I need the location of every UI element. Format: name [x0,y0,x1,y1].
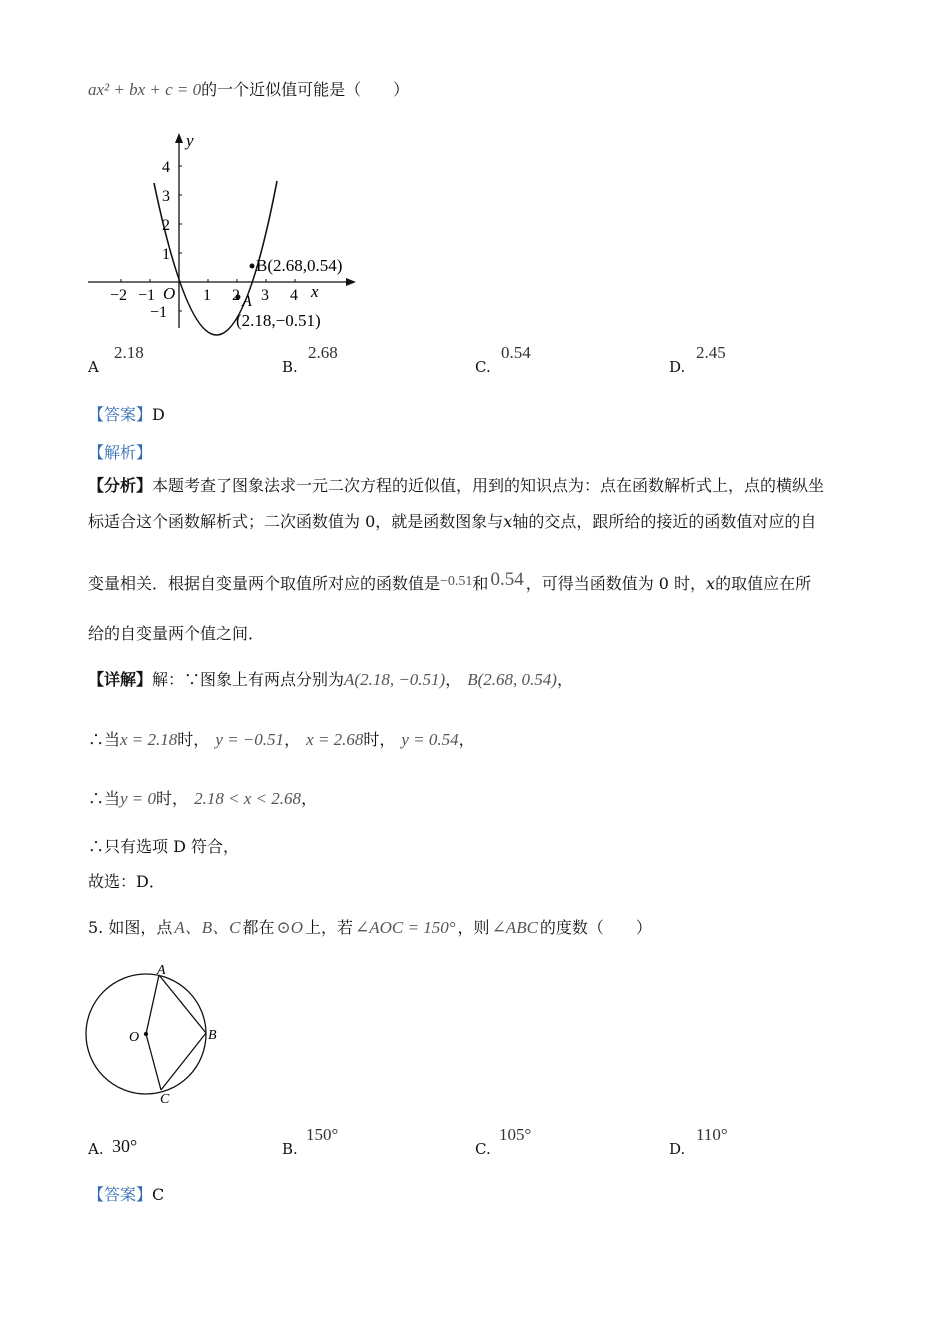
option-value: 110° [696,1125,728,1144]
detail-text: ， [556,670,573,689]
center-point [144,1032,148,1036]
detail-text: ， [284,730,301,749]
fenxi-value: 0.54 [490,569,524,590]
option-value: 0.54 [501,343,531,362]
detail-text: ， [458,730,475,749]
origin-label: O [163,284,176,303]
x-tick-3: 3 [261,287,269,304]
q4-stem-text: 的一个近似值可能是（ ） [201,80,410,99]
detail-text: 解：∵图象上有两点分别为 [152,670,345,689]
q5-math: ∠AOC = 150° [355,918,456,937]
q4-detail-line-4: ∴只有选项 D 符合， [88,837,240,856]
option-letter: B. [282,358,298,376]
detail-text: ， [301,789,318,808]
y-axis-label: y [186,131,194,150]
q5-text: 的度数（ ） [539,918,652,937]
q5-math: A、B、C [174,918,241,937]
detail-text: 时， [156,789,189,808]
answer-tag: 【答案】 [88,405,153,424]
q5-text: 5. 如图，点 [88,918,173,937]
option-value: 150° [306,1125,339,1144]
q4-fenxi-line-1 [88,476,824,496]
x-tick-neg1: −1 [138,287,156,304]
fenxi-var: x [706,574,716,593]
label-o: O [129,1030,140,1045]
q5-stem [88,918,652,938]
answer-value: C [152,1185,165,1204]
option-letter: D. [669,358,686,376]
q4-stem-equation: ax² + bx + c = 0 [88,80,202,99]
detail-text: ， [445,670,462,689]
option-letter: C. [475,358,491,376]
label-c: C [160,1092,170,1107]
fenxi-text: 轴的交点，跟所给的接近的函数值对应的自 [512,512,817,531]
q4-answer [88,405,165,425]
y-tick-2: 2 [162,217,170,234]
detail-text: ∴当 [88,789,121,808]
q5-text: 都在 [242,918,275,937]
fenxi-text: 本题考查了图象法求一元二次方程的近似值，用到的知识点为：点在函数解析式上，点的横纵坐 [152,476,825,495]
segment-oa [146,975,159,1034]
point-b-label: B(2.68,0.54) [256,256,343,275]
detail-math: 2.18 < x < 2.68 [194,789,302,808]
y-tick-neg1: −1 [150,304,168,321]
fenxi-var: x [503,512,513,531]
q5-text: 上，若 [305,918,354,937]
q4-detail-line-2 [88,730,475,750]
option-value: 2.45 [696,343,726,362]
q4-fenxi-line-2 [88,512,816,532]
detail-math: y = 0 [120,789,157,808]
segment-oc [146,1034,161,1090]
point-b [250,264,255,269]
label-b: B [208,1028,217,1043]
x-tick-1: 1 [203,287,211,304]
detail-text: ∴当 [88,730,121,749]
x-tick-4: 4 [290,287,298,304]
q5-text: ，则 [457,918,490,937]
x-tick-2: 2 [232,287,240,304]
x-tick-neg2: −2 [110,287,128,304]
y-tick-1: 1 [162,246,170,263]
option-letter: A [88,358,99,376]
q4-stem [88,80,409,100]
fenxi-text: 的取值应在所 [715,574,812,593]
q5-math: ⊙O [276,918,304,937]
point-a-letter: A [242,293,252,310]
q4-fenxi-line-4: 给的自变量两个值之间． [88,624,265,643]
label-a: A [157,963,166,978]
option-letter: A. [88,1140,104,1158]
detail-tag: 【详解】 [88,670,153,689]
detail-math: A(2.18, −0.51) [344,670,446,689]
option-value: 30° [112,1136,138,1156]
option-letter: D. [669,1140,686,1158]
detail-math: x = 2.18 [120,730,178,749]
fenxi-text: ，可得当函数值为 0 时， [525,574,707,593]
fenxi-tag: 【分析】 [88,476,153,495]
x-axis-label: x [311,282,319,301]
fenxi-text: 变量相关．根据自变量两个取值所对应的函数值是 [88,574,441,593]
option-letter: B. [282,1140,298,1158]
q4-options [88,342,948,378]
q4-analysis-tag: 【解析】 [88,443,153,462]
detail-text: 时， [177,730,210,749]
point-a-coords: (2.18,−0.51) [236,311,321,330]
q4-detail-line-1 [88,670,573,690]
option-value: 2.68 [308,343,338,362]
q4-detail-line-3 [88,789,317,809]
q5-circle-figure [80,960,230,1110]
answer-value: D [152,405,165,424]
segment-ab [159,975,206,1033]
q4-parabola-graph [80,128,370,338]
answer-tag: 【答案】 [88,1185,153,1204]
detail-text: 时， [363,730,396,749]
fenxi-value: −0.51 [440,574,473,589]
x-axis-arrow [346,278,356,286]
detail-math: B(2.68, 0.54) [467,670,557,689]
detail-math: x = 2.68 [306,730,364,749]
option-value: 105° [499,1125,532,1144]
detail-math: y = 0.54 [401,730,459,749]
q5-math: ∠ABC [491,918,538,937]
q5-answer [88,1185,164,1205]
y-tick-3: 3 [162,188,170,205]
fenxi-text: 标适合这个函数解析式；二次函数值为 0，就是函数图象与 [88,512,504,531]
q4-detail-line-5: 故选：D． [88,872,165,891]
fenxi-text: 和 [472,574,489,593]
option-letter: C. [475,1140,491,1158]
option-value: 2.18 [114,343,144,362]
y-axis-arrow [175,133,183,143]
q4-fenxi-line-3 [88,569,812,596]
detail-math: y = −0.51 [215,730,285,749]
q5-options [88,1124,948,1160]
y-tick-4: 4 [162,159,170,176]
